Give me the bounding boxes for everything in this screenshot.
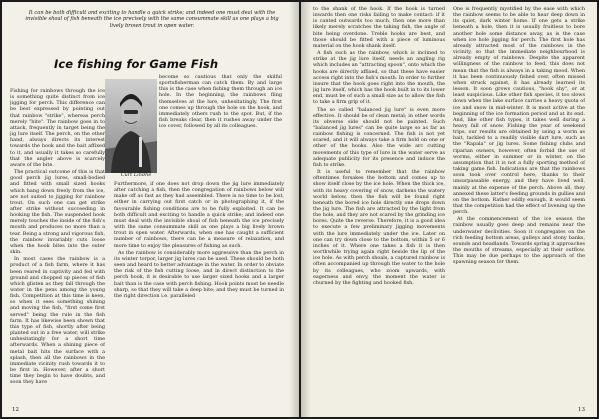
paragraph: At the commencement of the ice season the rainbow usually goes deep and remains near the underwater declivities. Soon it congregates on the rich feeding bottom areas, gulleys and stony banks, sounds and headlands. Towards spring it approaches the mouths of streams, especially at their outflow. This may be due perhaps to the approach of the spawning season for them. [453,216,585,266]
intro-paragraph: It can be both difficult and exciting to handle a quick strike; and indeed one must deal with the invisible shoal of fish beneath the ice precisely with the same consummate skill as one plays a big lively brown trout in open water. [25,10,279,29]
paragraph: As the rainbow is considerably more aggressive than the perch in its winter torpor, larger jig lures can be used. These should be both seen and heard to better advantage in the water. In order to obviate the risk of the fish cutting loose, and in direct distinction to the perch hook, it is desirable to use larger sized hooks and a larger bait than is the case with perch fishing. Hook points must be needle sharp, so that they will take a deep bite; and they must be turned in the right direction i.e. paralleled [114,249,284,299]
paragraph: become so cautious that only the skilful sportsfisherman can catch them. By and large this is the case when fishing them through an ice hole. In the beginning, the rainbows fling themselves at the lure, unhesitatingly. The first one comes up through the hole on the hook, and immediately others rush to the spot. But, if the fish breaks clear, then it rushes away under the ice cover, followed by all its colleagues. [159,74,282,130]
left-page [2,2,299,417]
magazine-spread [2,2,597,417]
paragraph: In most cases the rainbow is a product of a fish farm, where it has been reared in captivity and fed with ground and chopped up pieces of fish which glisten as they fall through the water in the pens among the young fish. Competition at this time is keen, so when it sees something shining and moving the fish, "first come first served" being the rule in the fish farm. It has likewise been shown that this type of fish, shortly after being planted out in a free water, will strike unhesitatingly for a short time afterwards. When a shining piece of metal bait hits the surface with a splash, then all the rainbows in the immediate vicinity rush towards it to be first in. However, after a short time they begin to have doubts, and soon they have [10,256,105,386]
paragraph: Furthermore, if one does not drop down the jig lure immediately after catching a fish, then the congregation of rainbows below will make off as fast as they had assembled. There is no time to be lost, either in carrying out first catch or in photographing it, if the favourable fishing conditions are to be fully exploited. It can be both difficult and exciting to handle a quick strike; and indeed one must deal with the invisible shoal of fish beneath the ice precisely with the same consummate skill as one plays a big lively brown trout in open water. Afterwards, when one has caught a sufficient number of rainbows, there can be a measure of relaxation, and more time to enjoy the pleasures of fishing as such. [114,181,284,249]
page-number: 12 [12,407,19,413]
left-column-1 [10,88,105,406]
gutter-shadow [301,2,311,417]
paragraph: A fish such as the rainbow, which is inclined to strike at the jig lure itself, needs an angling rig which includes an "attracting spoon", onto which the hooks are directly affixed, so that these have easier access right into the fish's mouth. In order to further insure that the hook goes right into the mouth, the jig lure itself, which has the hook built in to its lower end, must be of such a small size as to allow the fish to take a firm grip of it. [313,50,445,106]
article-title: Ice fishing for Game Fish [54,57,219,71]
left-column-2-top [159,74,282,182]
author-photo [105,79,157,173]
paragraph: The so called "balanced jig lure" is even more effective. It should be of clean metal; in other words its obverse side should not be painted. Such "balanced jig lures" can be quite large so as far as rainbow fishing is concerned. The fish is not yet scared, and it will always take a firm hold on one or other of the hooks. Also the wide arc cutting movements of this type of lure in the water serve as adequate publicity for its presence and induce the fish to strike. [313,106,445,168]
paragraph: Fishing for rainbows through the ice is something quite distinct from ice jigging for perch. This difference can be best expressed by pointing out that rainbow "strike", whereas perch merely "bite". The rainbow goes in to attack, frequently in target being the jig lure itself. The perch, on the other hand, always directs its interest towards the hook and the bait affixed to it, and usually it takes so carefully that the angler above is scarcely aware of the bite. [10,88,105,168]
right-column-2 [453,6,585,404]
left-column-2 [114,181,284,406]
right-page [301,2,597,417]
paragraph: The practical outcome of this is that good perch jig lures, small-bodied and fitted with small sized hooks which hang down freely from the ice, are not suited to jigging for rainbow trout. On such one can get strike after strike without succeeding in hooking the fish. The suspended hook merely touches the inside of the fish's mouth and produces no more than a tear. Being a strong and vigorous fish, the rainbow invariably cuts loose when the hook bites into the outer skin. [10,169,105,256]
page-number: 13 [578,407,585,413]
photo-caption: Curt Lindhé [120,172,152,178]
right-column-1 [313,6,445,404]
paragraph: It is useful to remember that the rainbow oftentimes forsakes the bottom and comes up to show itself close by the ice hole. When the thick ice, with its heavy covering of snow, darkens the watery world below, then the fish will be found right beneath the bored ice hole directly one drops down the jig lure. The fish are attracted by the light from the hole, and they are not scared by the grinding ice bores. Quite the reverse. Therefore, it is a good idea to execute a few preliminary jigging movements with the lure immediately under the ice. Later on one can try down close to the bottom, within 5 or 6 inches of it. Where one takes a fish it is then worthwhile trying again right beside the lip of the ice hole. As with perch shoals, a captured rainbow is often accompanied up through the water to the hole by its colleagues, who zoom upwards, with eagerness and envy, the moment the water is churned by the fighting and hooked fish. [313,169,445,286]
paragraph: to the shank of the hook. If the hook is turned inwards then one risks failing to make contact: if it is canted outwards too much, then one more than likely merely scratches the taking fish, the angle of bite being overdone. Treble hooks are best, and those should be fitted with a piece of luminous material on the hook shank itself. [313,6,445,49]
gutter-shadow [289,2,299,417]
paragraph: One is frequently mystified by the ease with which the rainbow seems to be able to hear deep down in its quiet, dark winter home. If one gets a strike beneath a hole, then it is usually fruitless to bore another hole some distance away, as is the case when ice hole jigging for perch. The first hole has already attracted most of the rainbows in the vicinity, so that the immediate neighbourhood is already empty of rainbows. Despite the apparent willingness of the rainbow to feed, this does not mean that the fish is always in a taking mood. When it has been continuously fished over, often missed when struck against, it has already learned its lesson. It soon grows cautious, "hook shy", or at least suspicious. Like other fish species, it too slows down when the lake surface carries a heavy quota of ice and snow in mid-winter. It is most active at the beginning of the ice formation period and at its end. And, like other fish types, it takes well during a heavy fall of snow. Fishing the year of weekend trips, our results are obtained by using a worm as bait, tackled to a readily visible dart lure, such as the "Rapala" or jig lures. Some fishing clubs and riparian owners, however, often forbid the use of worms, either in summer or in winter, on the assumption that it is not a fully sporting method of taking game fish. Indications are that the rainbows soon took over control here, thanks to their unsurpassable energy, and they have lived well, mainly at the expense of the perch. Above all, they annexed these latter's feeding grounds in gullies and on the bottom. Rather oddly enough, it would seem that the competition had the effect of livening up the perch. [453,6,585,216]
